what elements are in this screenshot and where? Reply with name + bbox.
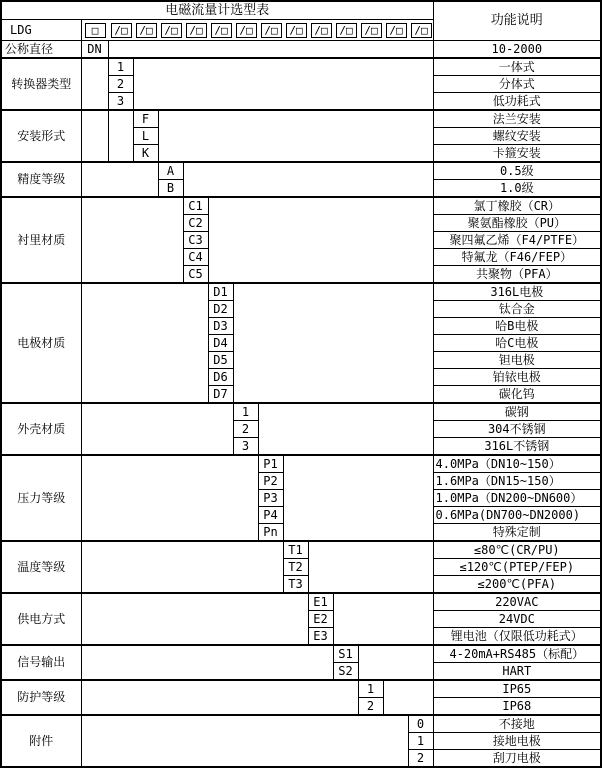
model-prefix: LDG — [1, 20, 81, 41]
section-label: 温度等级 — [1, 541, 81, 593]
desc-cell: ≤200℃(PFA) — [433, 576, 601, 594]
gap-cell — [81, 680, 358, 715]
code-cell: C5 — [183, 266, 208, 284]
code-cell: 2 — [108, 76, 133, 93]
code-cell: S2 — [333, 663, 358, 681]
desc-cell: 碳化钨 — [433, 386, 601, 404]
gap-cell — [233, 283, 433, 403]
desc-cell: ≤80℃(CR/PU) — [433, 541, 601, 559]
desc-cell: 不接地 — [433, 715, 601, 733]
model-code-slot: /□ — [211, 23, 232, 38]
code-cell: P2 — [258, 473, 283, 490]
gap-cell — [383, 680, 433, 715]
code-cell: T2 — [283, 559, 308, 576]
desc-cell: 10-2000 — [433, 41, 601, 59]
gap-cell — [81, 197, 183, 283]
desc-cell: 聚氨酯橡胶（PU） — [433, 215, 601, 232]
desc-cell: IP68 — [433, 698, 601, 716]
desc-cell: 0.5级 — [433, 162, 601, 180]
desc-cell: 锂电池（仅限低功耗式） — [433, 628, 601, 646]
desc-cell: 0.6MPa(DN700~DN2000) — [433, 507, 601, 524]
model-code-slot: /□ — [186, 23, 207, 38]
model-code-slot: /□ — [386, 23, 407, 38]
gap-cell — [208, 197, 433, 283]
desc-cell: 铂铱电极 — [433, 369, 601, 386]
code-cell: A — [158, 162, 183, 180]
code-cell: Pn — [258, 524, 283, 542]
page-title: 电磁流量计选型表 — [165, 2, 270, 18]
section-label: 防护等级 — [1, 680, 81, 715]
model-code-slot: /□ — [111, 23, 132, 38]
gap-cell — [308, 541, 433, 593]
code-cell: 1 — [108, 58, 133, 76]
model-code-slot: /□ — [236, 23, 257, 38]
desc-cell: 低功耗式 — [433, 93, 601, 111]
code-cell: 3 — [108, 93, 133, 111]
gap-cell — [81, 455, 258, 541]
desc-cell: 法兰安装 — [433, 110, 601, 128]
code-cell: T3 — [283, 576, 308, 594]
model-code-slot: /□ — [286, 23, 307, 38]
code-cell: C3 — [183, 232, 208, 249]
gap-cell — [81, 283, 208, 403]
gap-cell — [81, 645, 333, 680]
model-code-slot: /□ — [336, 23, 357, 38]
code-cell: 0 — [408, 715, 433, 733]
desc-cell: 1.0MPa（DN200~DN600） — [433, 490, 601, 507]
section-label: 衬里材质 — [1, 197, 81, 283]
gap-cell — [258, 403, 433, 455]
gap-cell — [81, 110, 108, 162]
gap-cell — [158, 110, 433, 162]
code-cell: 2 — [233, 421, 258, 438]
gap-cell — [108, 41, 433, 59]
desc-cell: 螺纹安装 — [433, 128, 601, 145]
code-cell: D4 — [208, 335, 233, 352]
code-cell: C1 — [183, 197, 208, 215]
desc-cell: 刮刀电极 — [433, 750, 601, 768]
code-cell: E2 — [308, 611, 333, 628]
section-label: 精度等级 — [1, 162, 81, 197]
gap-cell — [81, 593, 308, 645]
desc-cell: 钽电极 — [433, 352, 601, 369]
code-cell: 2 — [408, 750, 433, 768]
table-body — [1, 1, 601, 767]
gap-cell — [358, 645, 433, 680]
desc-cell: ≤120℃(PTEP/FEP) — [433, 559, 601, 576]
desc-cell: 接地电极 — [433, 733, 601, 750]
desc-cell: 1.6MPa（DN15~150） — [433, 473, 601, 490]
desc-cell: 碳钢 — [433, 403, 601, 421]
desc-cell: 220VAC — [433, 593, 601, 611]
code-cell: 3 — [233, 438, 258, 456]
code-cell: 1 — [358, 680, 383, 698]
desc-cell: 1.0级 — [433, 180, 601, 198]
gap-cell — [81, 58, 108, 110]
desc-cell: 哈B电极 — [433, 318, 601, 335]
code-cell: E3 — [308, 628, 333, 646]
desc-cell: 氯丁橡胶（CR） — [433, 197, 601, 215]
section-label: 信号输出 — [1, 645, 81, 680]
code-cell: B — [158, 180, 183, 198]
model-code-slot: /□ — [361, 23, 382, 38]
code-cell: D7 — [208, 386, 233, 404]
desc-cell: 4-20mA+RS485（标配） — [433, 645, 601, 663]
gap-cell — [81, 715, 408, 767]
model-code-slot: /□ — [261, 23, 282, 38]
section-label: 附件 — [1, 715, 81, 767]
desc-cell: 特殊定制 — [433, 524, 601, 542]
code-cell: F — [133, 110, 158, 128]
desc-cell: 一体式 — [433, 58, 601, 76]
desc-cell: 24VDC — [433, 611, 601, 628]
model-code-slot: /□ — [161, 23, 182, 38]
desc-cell: 特氟龙（F46/FEP） — [433, 249, 601, 266]
code-cell: 2 — [358, 698, 383, 716]
desc-cell: 分体式 — [433, 76, 601, 93]
code-cell: D3 — [208, 318, 233, 335]
gap-cell — [81, 541, 283, 593]
code-cell: D6 — [208, 369, 233, 386]
desc-cell: 钛合金 — [433, 301, 601, 318]
code-cell: D5 — [208, 352, 233, 369]
code-cell: C4 — [183, 249, 208, 266]
gap-cell — [133, 58, 433, 110]
section-label: 公称直径 — [1, 41, 81, 59]
desc-cell: 316L电极 — [433, 283, 601, 301]
code-cell: D1 — [208, 283, 233, 301]
code-cell: P1 — [258, 455, 283, 473]
gap-cell — [333, 593, 433, 645]
gap-cell — [183, 162, 433, 197]
code-cell: K — [133, 145, 158, 163]
model-code-slot: /□ — [411, 23, 432, 38]
code-cell: L — [133, 128, 158, 145]
desc-cell: 304不锈钢 — [433, 421, 601, 438]
gap-cell — [81, 162, 158, 197]
gap-cell — [283, 455, 433, 541]
model-code-slot: /□ — [136, 23, 157, 38]
section-label: 外壳材质 — [1, 403, 81, 455]
desc-cell: HART — [433, 663, 601, 681]
function-column-header: 功能说明 — [433, 1, 601, 41]
model-code-box: □ — [85, 23, 106, 38]
desc-cell: IP65 — [433, 680, 601, 698]
desc-cell: 卡箍安装 — [433, 145, 601, 163]
model-code-boxes — [81, 20, 433, 41]
desc-cell: 316L不锈钢 — [433, 438, 601, 456]
code-cell: T1 — [283, 541, 308, 559]
section-label: 电极材质 — [1, 283, 81, 403]
code-cell: D2 — [208, 301, 233, 318]
desc-cell: 4.0MPa（DN10~150） — [433, 455, 601, 473]
code-cell: C2 — [183, 215, 208, 232]
desc-cell: 哈C电极 — [433, 335, 601, 352]
code-cell: S1 — [333, 645, 358, 663]
section-label: 转换器类型 — [1, 58, 81, 110]
section-label: 压力等级 — [1, 455, 81, 541]
gap-cell — [81, 403, 233, 455]
code-cell: P3 — [258, 490, 283, 507]
code-cell: E1 — [308, 593, 333, 611]
code-cell: 1 — [408, 733, 433, 750]
model-code-slot: /□ — [311, 23, 332, 38]
section-label: 安装形式 — [1, 110, 81, 162]
gap-cell — [108, 110, 133, 162]
section-label: 供电方式 — [1, 593, 81, 645]
code-cell: 1 — [233, 403, 258, 421]
code-cell: DN — [81, 41, 108, 59]
desc-cell: 聚四氟乙烯（F4/PTFE） — [433, 232, 601, 249]
desc-cell: 共聚物（PFA） — [433, 266, 601, 284]
code-cell: P4 — [258, 507, 283, 524]
